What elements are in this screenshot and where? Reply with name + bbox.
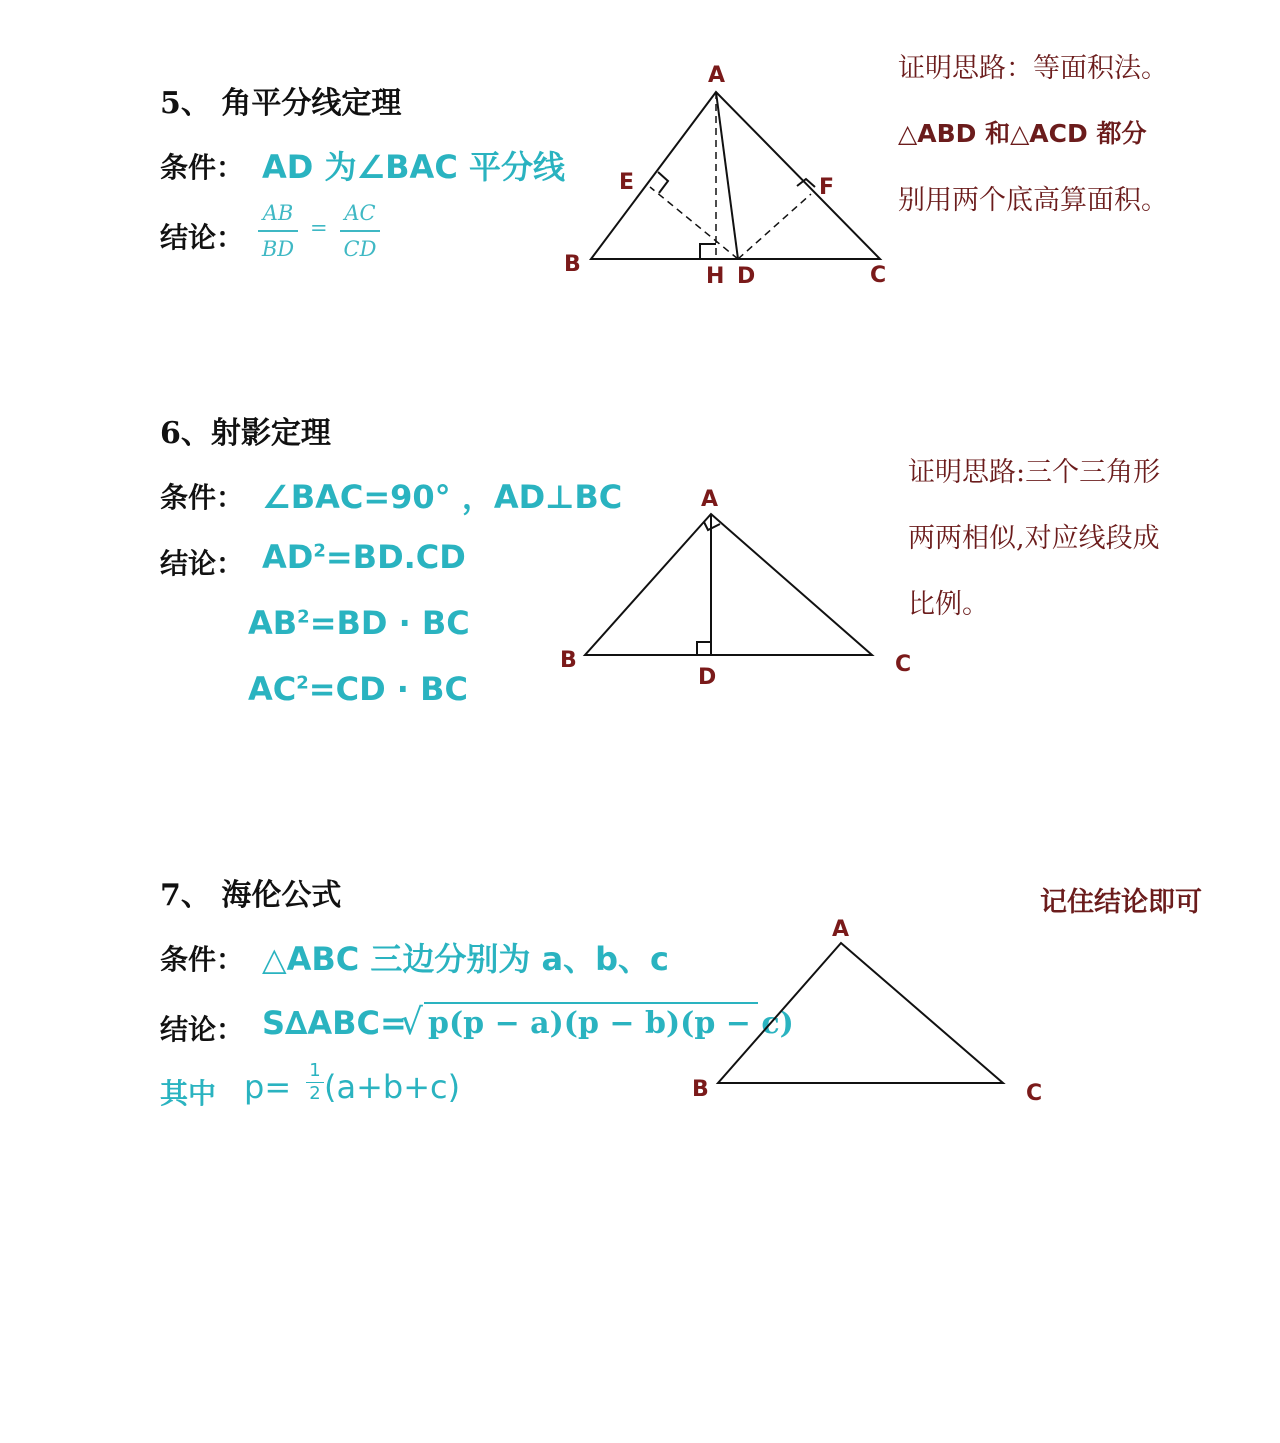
section6-title: 6、射影定理 (160, 416, 331, 451)
s7-point-b: B (692, 1077, 709, 1102)
s5-frac2-denominator: CD (343, 237, 377, 261)
s6-note-line2: 两两相似,对应线段成 (908, 523, 1160, 554)
s5-frac2-numerator: AC (344, 201, 376, 225)
s5-condition-label: 条件： (160, 151, 245, 184)
s6-point-c: C (895, 652, 912, 677)
s7-p-rest: (a+b+c) (324, 1068, 461, 1106)
s6-note-line3: 比例。 (908, 589, 989, 620)
s5-conclusion-label: 结论： (160, 221, 245, 254)
s5-frac1-numerator: AB (262, 201, 294, 225)
s7-p-equals: p= (244, 1068, 292, 1106)
s6-conclusion-label: 结论： (160, 547, 245, 580)
s7-triangle-diagram (0, 900, 1280, 1130)
s7-triangle-abc (718, 943, 1003, 1083)
s5-point-d: D (737, 264, 756, 289)
s5-point-b: B (564, 252, 581, 277)
s6-equation-1: $AD^2=BD.CD$ (262, 538, 466, 576)
s5-point-c: C (870, 263, 887, 288)
s6-point-a: A (701, 487, 719, 512)
s7-formula-left: S∆ABC= (262, 1004, 407, 1042)
s7-point-c: C (1026, 1081, 1043, 1106)
s7-note: 记住结论即可 (1040, 887, 1202, 918)
s5-right-angle-h (700, 244, 716, 259)
s5-point-f: F (819, 175, 835, 200)
s6-triangle-abc (585, 514, 872, 655)
s5-note-line2: △ABD 和△ACD 都分 (898, 119, 1147, 148)
s7-point-a: A (832, 917, 850, 942)
s6-condition-label: 条件： (160, 481, 245, 514)
s6-point-b: B (560, 648, 577, 673)
s5-frac1-denominator: BD (261, 237, 295, 261)
s7-radicand: p(p − a)(p − b)(p − c) (428, 1006, 794, 1041)
s7-where-label: 其中 (160, 1077, 217, 1110)
s5-bisector-ad (716, 92, 738, 259)
s7-half-denominator: 2 (309, 1083, 321, 1104)
s5-note-line3: 别用两个底高算面积。 (898, 185, 1168, 216)
s5-condition-text: AD 为∠BAC 平分线 (262, 148, 565, 186)
s6-equation-2: $AB^2=BD$ · BC (248, 604, 470, 642)
section7-title: 7、 海伦公式 (160, 878, 342, 913)
s6-point-d: D (698, 665, 717, 690)
s6-note-line1: 证明思路:三个三角形 (908, 457, 1161, 488)
s5-perpendicular-de (650, 187, 738, 259)
s6-condition-text: ∠BAC=90° ，AD⊥BC (262, 478, 623, 516)
s5-point-e: E (619, 170, 635, 195)
s5-perpendicular-df (738, 194, 811, 259)
s7-condition-text: △ABC 三边分别为 a、b、c (262, 940, 670, 978)
s5-point-h: H (706, 264, 725, 289)
s7-half-numerator: 1 (309, 1060, 321, 1081)
s6-equation-3: $AC^2=CD$ · BC (248, 670, 468, 708)
s6-right-angle-d (697, 642, 711, 655)
s5-right-angle-e (658, 172, 668, 193)
section5-title: 5、 角平分线定理 (160, 86, 402, 121)
s7-conclusion-label: 结论： (160, 1013, 245, 1046)
s7-condition-label: 条件： (160, 943, 245, 976)
s5-equals: = (310, 216, 328, 240)
s5-note-line1: 证明思路：等面积法。 (898, 53, 1168, 84)
s6-triangle-diagram (0, 460, 1280, 720)
s7-sqrt-symbol: √ (400, 1002, 423, 1043)
s5-point-a: A (708, 63, 726, 88)
